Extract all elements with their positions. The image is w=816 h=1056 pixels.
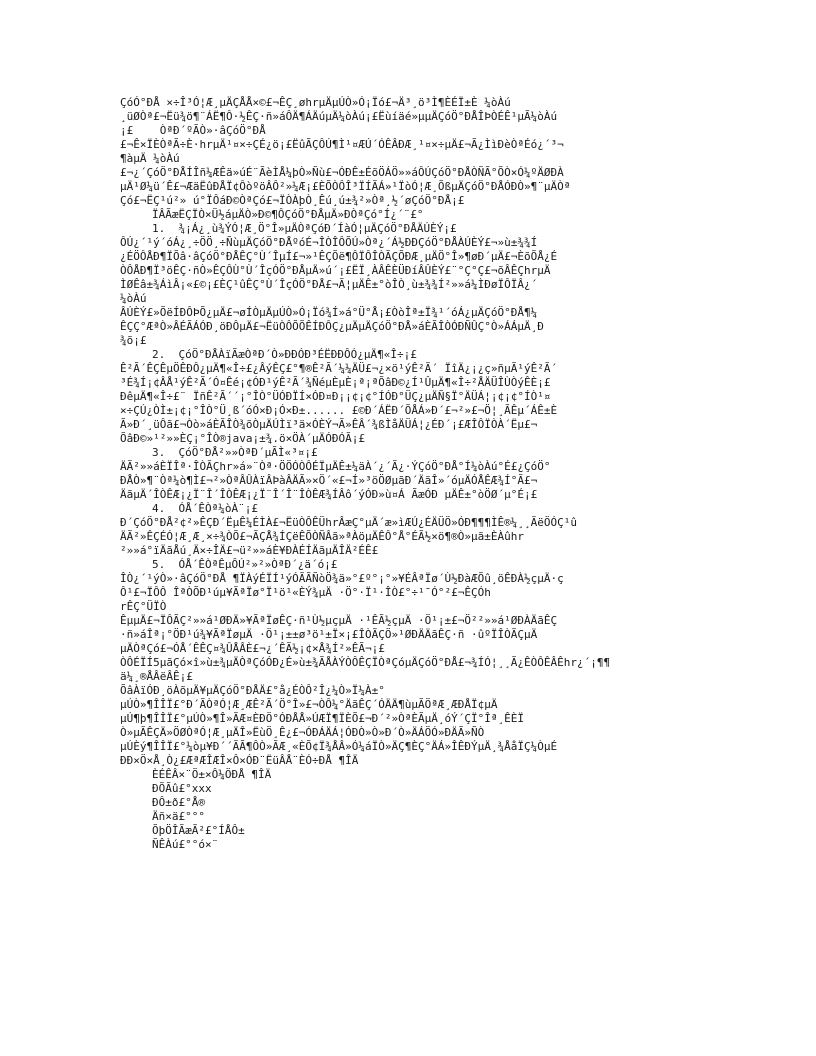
paragraph-line: ÐÐ×Ö×Å¸Ò¿£ÆªÆÎÆÎ×Ô×ÓÐ¨ËüÂÅ¨ÈÓ÷ÐÅ ¶ÎÄ: [120, 754, 359, 767]
paragraph-line: ÐêµÄ¶«Î÷£¨ ÏñÊ²Ã´´¡°ÎÒ°ÜÓÐÏÍ×ÓÐ¤Ð¡¡¢¡¢°ÍÓÐ°ÜÇ¿µÄÑ§Ï°ÄÜÁ¦¡¢¡¢°ÍÒ¹¤: [120, 390, 551, 403]
paragraph-line: ·ñ»áÎª¡°ÖÐ¹ú¾¥ÃªÏøµÄ ·Ö¹¡±±ø³ö¹±Ï×¡£ÎÒÃÇÖ»¹ØÐÄÄãÊÇ·ñ ·ûºÏÎÒÃÇµÄ: [120, 628, 538, 641]
paragraph-line: ÊµµÄ£¬ÏÔÃÇ²»»á¹ØÐÄ»¥ÃªÏøÊÇ·ñ¹Ù½µçµÄ ·¹ÊÃ½çµÄ ·Ö¹¡±£¬Ö²²»»á¹ØÐÀÄãÊÇ: [120, 614, 558, 627]
paragraph-line: ÎÒ¿´¹ýÒ»·âÇóÖ°ÐÅ ¶ÏÀýÉÏÍ¹ýÓÃÃÑòÖ¾ä»°£º°¡°»¥ÉÂªÏø´Ù½ÐàÆÕû¸öÊÐÀ½çµÄ·ç: [120, 572, 564, 585]
resume-field-line: ÐÕÃû£°xxx: [152, 782, 212, 795]
paragraph-line: ÔÚ¿´¹ý´óÁ¿¸÷ÖÖ¸÷ÑùµÄÇóÖ°ÐÅºóÉ¬ÎÒÎÔÕÚ»Òª¿´Á½ÐÐÇóÖ°ÐÅÀÚÈÝ£¬»ù±¾¾Í: [120, 236, 538, 249]
paragraph-line: µÚÈý¶ÎÎÏ£°¼òµ¥Ð´´ÃÃ¶ÔÒ»ÃÆ¸«ÈÕ¢Ï¾ÅÂ»Ó¼áÏÒ»ÄÇ¶ÈÇ°ÄÁ»ÎÊÐÝµÄ¸¾ÅåÏÇ¼ÒµÉ: [120, 740, 558, 753]
paragraph-line: ²»»á°ïÄãÅú¸Ä×÷ÎÄ£¬ü²»»áÈ¥ÐÀÉÍÄãµÄÎÄ²ÉÊ£: [120, 544, 379, 557]
paragraph-line: ÄÃ²»ÊÇÉÓ¦Æ¸Æ¸×÷¾ÒÕ£¬ÃÇÅ¾ÍÇëÊÕÒÑÂã»ªÀöµÄÊÔ°Å°ÉÃ½×ö¶®Ò»µã±ÈÀûhr: [120, 530, 524, 543]
intro-line: £¬Ê×ÏÈÒªÃ÷È·hrµÄ¹¤×÷ÇÉ¿ö¡£ËûÃÇÔÚ¶Ì¹¤ÆÚ´ÓÊÂÐÆ¸¹¤×÷µÄ£¬Ã¿ÌìÐèÒªÉó¿´³¬: [120, 138, 564, 151]
paragraph-line: ä¼¸®ÅÂëÂÊ¡£: [120, 670, 193, 683]
list-item-heading: 1. ¾¡Á¿¸ù¾ÝÓ¦Æ¸Ö°Î»µÄÒªÇóÐ´ÍàÓ¦µÄÇóÖ°ÐÅÄÚÈÝ¡£: [152, 222, 457, 235]
list-item-heading: 4. ÓÅ´ÊÒª¼òÀ¨¡£: [152, 502, 258, 515]
list-item-heading: 2. ÇóÖ°ÐÅÀïÃæÒªÐ´Ò»ÐÐÓÐ³ÉËÐÐÔÓ¿µÄ¶«Î÷¡£: [152, 348, 417, 361]
intro-line: ÇóÓ°ÐÅ ×÷Î³Ó¦Æ¸µÄÇÅÅ×©£¬ÊÇ¸øhrµÄµÚÒ»Ó¡Ïó£¬Ä³¸ö³Ì¶ÈÉÏ±È ¼òÀú: [120, 96, 511, 109]
resume-field-line: ÕþÖÎÃæÃ²£°ÍÅÔ±: [152, 824, 245, 837]
paragraph-line: ¼òÀú: [120, 292, 147, 305]
paragraph-line: µÚ¶þ¶ÎÎÏ£°µÚÒ»¶Î»ÃÆ¤ÈÐÖ°ÓÐÅÅ»ÚÆÏ¶ÏÈÕ£¬Ð´²»ÒªÈÃµÄ¸óÝ´ÇÏ°Îª¸ÊÈÏ: [120, 712, 524, 725]
paragraph-line: µÚÒ»¶ÎÎÏ£°Ð´ÃÒªÓ¦Æ¸ÆÊ²Ã´Ö°Î»£¬ÒÔ¼°ÄãÊÇ´ÓÄÄ¶ùµÃÖªÆ¸ÆÐÅÏ¢µÄ: [120, 698, 498, 711]
intro-line: ¡£ ÒªÐ´ºÃÒ»·âÇóÖ°ÐÅ: [120, 124, 266, 137]
paragraph-line: ÌØÊâ±¾ÁìÂ¡«£©¡£ÈÇ¹ûÊÇ°Ù´ÎçÓÖ°ÐÅ£¬Ã¦µÄÊ±°òÎÒ¸ù±¾¾Í²»»á¼ÌÐøÏÔÏÂ¿´: [120, 278, 538, 291]
resume-field-line: Äñ×ä£°°°: [152, 810, 205, 823]
paragraph-line: ÂÚÈÝ£»ÕëÍÐÔÞÕ¿µÄ£¬øÍÒµÄµÚÒ»Ó¡Ïó¾Í»á°Ü°Å¡£ÒòÎª±Ï¾¹´óÁ¿µÄÇóÖ°ÐÅ¶¼: [120, 306, 538, 319]
list-item-heading: 5. ÓÅ´ÊÒªÊµÔÚ²»²»ÒªÐ´¿ä´ó¡£: [152, 558, 338, 571]
paragraph-line: ÐÅÒ»¶¨Òª¼ò¶Ì£¬²»ÒªÂÛÀïÂÞàÂÄÃ»×Ö´«£¬Í»³öÖØµãÐ´ÄãÎ»´óµÄÓÅÊÆ¾Í°Ã£¬: [120, 474, 538, 487]
paragraph-line: ÄÃ²»»áÈÏÎª·ÎÒÃÇhr»á»¨Òª·ÖÖÓÒÔÉÏµÄÊ±¼äÀ´¿´Ã¿·ÝÇóÖ°ÐÅ°Í¼òÀú°É£¿ÇóÖ°: [120, 460, 551, 473]
paragraph-line: µÄÒªÇó£¬ÓÅ´ÊÊÇ¤¾ÛÅÂÈ£¬¿´ÊÃ½¡¢×Å¾Í²»ÊÃ¬¡£: [120, 642, 385, 655]
paragraph-line: ÄãµÄ´ÎÒÊÆ¡¿Ï¨Î´ÎÒÊÆ¡¿Ï¨Î´Î¨ÎÒÊÆ¾ÍÂô´ýÓÐ»ù¤Á ÃæÓÐ µÄÊ±°òÖØ´µ°É¡£: [120, 488, 538, 501]
paragraph-line: Ò»µÃÊÇÄ»ÖØÒªÓ¦Æ¸µÄÎ»ËùÖ¸Ê¿£¬ÓÐÁÄÁ¦ÓÐÒ»Ò»Ð´Ò»ÄÁÖÓ»ÐÄÃ»ÑÒ: [120, 726, 485, 739]
resume-field-line: ÑÊÀú£°°ó×¨: [152, 838, 219, 851]
paragraph-line: ¾õ¡£: [120, 334, 147, 347]
paragraph-line: Ê²Ã´ÊÇÊµÖÊÐÔ¿µÄ¶«Î÷£¿ÂýÊÇ£°¶®Ê²Ã´¼¼ÄÜ£¬¿×ö¹ýÊ²Ã´ ÏîÄ¿¡¿ç»ñµÃ¹ýÊ²Ã´: [120, 362, 558, 375]
paragraph-line: £¬¿´ÇóÖ°ÐÅÍÎñ¼ÆÊä»úÉ¨ÃèÌÅ¼þÒ»Ñù£¬ÓÐÊ±ÉõÖÁÖ»»áÔÚÇóÖ°ÐÅÒÑÃ°ÕÒ×Ó¼ºÄØÐÀ: [120, 166, 564, 179]
intro-line: ¸üØÒª£¬Ëü¾ö¶¨ÁË¶Ô·½ÊÇ·ñ»áÔÄ¶ÁÄúµÄ¼òÀú¡£Ëùíäé»µµÄÇóÖ°ÐÅÎÞÒÉÊ¹µÃ¼òÀú: [120, 110, 558, 123]
paragraph-line: ×÷ÇÚ¿ÒÌ±¡¢¡°ÎÒ°Ü¸ß´óÓ×Ð¡Ó×Ð±...... £©Ð´ÁËÐ´ÕÅÁ»Ð´£¬²»£¬Ö¦¸ÃÊµ´ÁÊ±È: [120, 404, 558, 417]
paragraph-line: ÒÔÉÏÍ5µãÇó×î»ù±¾µÄÒªÇóÓÐ¿É»ù±¾ÃÅÀÝÒÔÊÇÏÒªÇóµÄÇóÖ°ÐÅ£¬¾ÍÓ¦¸¸Ã¿ÊÒÔÊÂÊhr¿´¡¶¶: [120, 656, 611, 669]
section-heading: ÏÂÃæËÇÏÒ×Ü½áµÄÒ»Ð©¶ÔÇóÖ°ÐÅµÄ»ÐÒªÇó°Í¿´¨£°: [152, 208, 424, 221]
intro-line: ¶àµÄ ¼òÀú: [120, 152, 180, 165]
paragraph-line: ÒÔÅÐ¶Ï³öÊÇ·ñÒ»ÊÇÔÙ°Ù´ÎçÓÖ°ÐÅµÄ»ú´¡£ËÏ¸ÀÂÊÈÜÐíÂÛÈÝ£¨°Ç°Ç£¬õÂÊÇhrµÄ: [120, 264, 551, 277]
paragraph-line: ÕâÐ©»¹²»»ÈÇ¡°ÎÒ®java¡±¾.ö×ÖÀ´µÄÓÐÓÃ¡£: [120, 432, 366, 445]
paragraph-line: Ô¹£¬ÏÔÔ ÎªÒÕÐ¹úµ¥ÃªÏø°Ï¹ö¹«ÈÝ¾µÄ ·Ö°·Ï¹·ÎÒ£°÷¹¯Ó°²£¬ÊÇÓh: [120, 586, 491, 599]
paragraph-line: ³É¾Í¡¢ÂÅ¹ýÊ²Ã´Ó¤Êé¡¢ÓÐ¹ýÊ²Ã´¾ÑéµÈµÈ¡ª¡ªÕâÐ©¿Í¹ÛµÄ¶«Î÷²ÅÄÜÎÙÒýÊÈ¡£: [120, 376, 551, 389]
paragraph-line: Ã»Ð´¸üÔã£¬Òò»áÈÃÎÒ¾õÒµÄÚÌï³ä×ÓÈÝ¬Ã»ÊÂ´¾ßÌåÄÜÁ¦¿ÉÐ´¡£ÆÎÔÏÒÀ´Ëµ£¬: [120, 418, 538, 431]
paragraph-line: Ð´ÇóÖ°ÐÅ²¢²»ÊÇÐ´ËµÊ¼ÉÌÀ£¬ËüÒÔÊÜhrÂæÇ°µÄ´æ»ìÆÚ¿ÉÄÜÖ»ÓÐ¶¶¶ÌÊ®¼¸¸ÃëÖÓÇ¹û: [120, 516, 577, 529]
list-item-heading: 3. ÇóÖ°ÐÅ²»»ÒªÐ´µÃÌ«³¤¡£: [152, 446, 318, 459]
paragraph-line: ÊÇÇ°ÆªÒ»ÂÉÃÁÓÐ¸öÐÔµÄ£¬ËüÒÔÕÕÊÍÐÔÇ¿µÄµÄÇóÖ°ÐÅ»áÈÃÎÒÓÐÑÛÇ°Ò»ÁÁµÄ¸Ð: [120, 320, 544, 333]
paragraph-line: ¿ÉÖÔÅÐ¶ÏÕâ·âÇóÖ°ÐÅÊÇ°Ù´ÎµÍ£¬»¹ÊÇÕë¶ÔÏÔÎÒÃÇÕÐÆ¸µÄÖ°Î»¶øÐ´µÄ£¬ÈõÕÅ¿É: [120, 250, 558, 263]
resume-field-line: ÈÉÊÂ×¨Ö±×Ô¼ÖÐÅ ¶ÎÄ: [152, 768, 272, 781]
paragraph-line: ÕâÀïÓÐ¸öÀõµÄ¥µÄÇóÖ°ÐÅÄ£°å¿ÉÒÔ²Î¿¼Ò»Ï¼À±°: [120, 684, 385, 697]
paragraph-line: rÊÇ°ÜÏÒ: [120, 600, 167, 613]
paragraph-line: Çó£¬ËÇ¹ú²» ú°ÏÔáÐ©ÒªÇó£¬ÏÒÀþÒ¸Êú¸ú±¾²»Òª¸½´øÇóÖ°ÐÅ¡£: [120, 194, 465, 207]
document-body: [120, 96, 740, 852]
resume-field-line: ÐÔ±ð£°Å®: [152, 796, 205, 809]
paragraph-line: µÄ¹Ø¼ü´Ê£¬ÆäËûÐÅÏ¢ÔòºöÂÔ²»¼Æ¡£ÈÕÒÔÎ³ÏÍÃÁ»¹ÏòÓ¦Æ¸ÕßµÄÇóÖ°ÐÅÓÐÒ»¶¨µÄÒª: [120, 180, 571, 193]
